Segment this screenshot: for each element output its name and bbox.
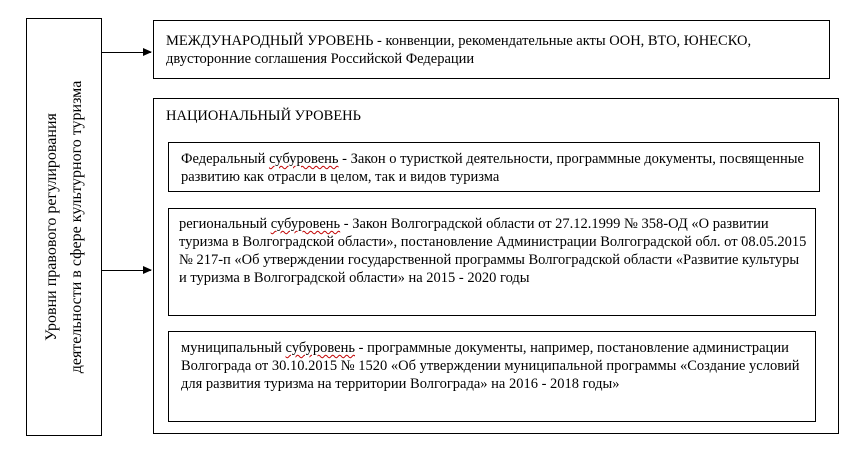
- international-level-title: МЕЖДУНАРОДНЫЙ УРОВЕНЬ: [166, 33, 374, 49]
- municipal-sublevel-box: [168, 331, 816, 422]
- federal-sublevel-text: - Закон о туристкой деятельности, программные документы, посвященные развитию как отрасли в целом, так и видов туризма: [181, 151, 804, 185]
- municipal-sublevel-term: субуровень: [285, 340, 355, 356]
- national-level-title: НАЦИОНАЛЬНЫЙ УРОВЕНЬ: [166, 108, 361, 124]
- federal-sublevel-prefix: Федеральный: [181, 151, 270, 167]
- international-level-box: [153, 20, 830, 79]
- regulation-levels-label: [39, 27, 89, 427]
- municipal-sublevel-prefix: муниципальный: [181, 340, 286, 356]
- federal-sublevel-box: [168, 142, 820, 192]
- federal-sublevel-term: субуровень: [269, 151, 339, 167]
- municipal-sublevel-text: - программные документы, например, постановление администрации Волгограда от 30.10.2015 № 1520 «Об утверждении муниципальной программы «Создание условий для развития туризма на территории Волгограда» на 2016 - 2018 годы»: [181, 340, 800, 392]
- regional-sublevel-prefix: региональный: [179, 216, 271, 232]
- regional-sublevel-box: [168, 208, 816, 316]
- regulation-levels-line-1: Уровни правового регулирования: [43, 113, 60, 341]
- international-level-text: - конвенции, рекомендательные акты ООН, ВТО, ЮНЕСКО, двусторонние соглашения Российской Федерации: [166, 33, 752, 67]
- arrow-to-national: [102, 270, 151, 271]
- regional-sublevel-term: субуровень: [270, 216, 341, 232]
- regulation-levels-line-2: деятельности в сфере культурного туризма: [68, 80, 85, 374]
- arrow-to-international: [102, 52, 151, 53]
- national-level-box: [153, 98, 839, 434]
- regional-sublevel-text: - Закон Волгоградской области от 27.12.1999 № 358-ОД «О развитии туризма в Волгоградской области», постановление Администрации Волгоградской обл. от 08.05.2015 № 217-п «Об утверждении государственной программы Волгоградской области «Развитие культуры и туризма в Волгоградской области» на 2015 - 2020 годы: [179, 216, 807, 286]
- regulation-levels-box: [26, 18, 102, 436]
